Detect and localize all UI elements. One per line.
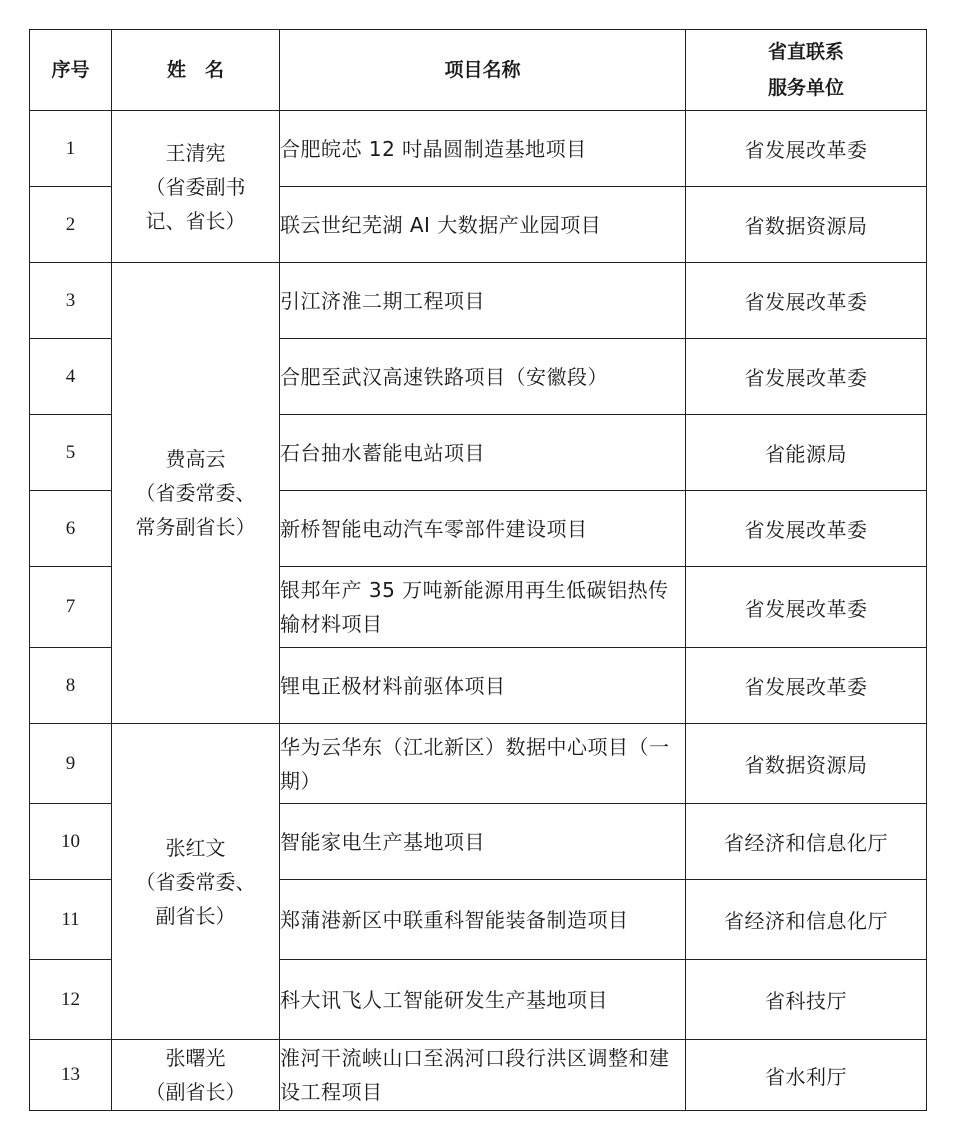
header-row — [30, 30, 927, 111]
seq-cell: 9 — [30, 724, 112, 804]
unit-cell: 省发展改革委 — [686, 263, 927, 339]
project-cell: 石台抽水蓄能电站项目 — [280, 415, 686, 491]
project-cell: 联云世纪芜湖 AI 大数据产业园项目 — [280, 187, 686, 263]
leader-title: （省委常委、 — [135, 481, 256, 505]
leader-title: 副省长） — [155, 903, 236, 928]
project-cell: 新桥智能电动汽车零部件建设项目 — [280, 491, 686, 567]
leader-name: 张红文 — [165, 835, 226, 860]
seq-cell: 10 — [30, 804, 112, 880]
leader-cell — [112, 1040, 280, 1111]
project-cell: 华为云华东（江北新区）数据中心项目（一期） — [280, 724, 686, 804]
seq-cell: 6 — [30, 491, 112, 567]
unit-cell: 省发展改革委 — [686, 491, 927, 567]
unit-cell: 省经济和信息化厅 — [686, 804, 927, 880]
leader-cell — [112, 263, 280, 724]
project-cell: 郑蒲港新区中联重科智能装备制造项目 — [280, 880, 686, 960]
leader-name: 张曙光 — [165, 1046, 226, 1070]
seq-cell: 3 — [30, 263, 112, 339]
seq-cell: 12 — [30, 960, 112, 1040]
unit-cell: 省发展改革委 — [686, 111, 927, 187]
seq-cell: 2 — [30, 187, 112, 263]
project-cell: 智能家电生产基地项目 — [280, 804, 686, 880]
leader-title: （省委常委、 — [135, 869, 256, 894]
seq-cell: 5 — [30, 415, 112, 491]
project-cell: 引江济淮二期工程项目 — [280, 263, 686, 339]
leader-cell — [112, 111, 280, 263]
seq-cell: 7 — [30, 567, 112, 648]
table-row — [30, 263, 927, 339]
unit-cell: 省水利厅 — [686, 1040, 927, 1111]
unit-cell: 省发展改革委 — [686, 339, 927, 415]
table-row — [30, 1040, 927, 1111]
header-unit-line1: 省直联系 — [767, 41, 844, 63]
unit-cell: 省发展改革委 — [686, 648, 927, 724]
unit-cell: 省发展改革委 — [686, 567, 927, 648]
seq-cell: 11 — [30, 880, 112, 960]
project-leader-table — [29, 29, 927, 1111]
unit-cell: 省数据资源局 — [686, 187, 927, 263]
header-seq: 序号 — [30, 30, 112, 111]
seq-cell: 1 — [30, 111, 112, 187]
unit-cell: 省能源局 — [686, 415, 927, 491]
seq-cell: 4 — [30, 339, 112, 415]
project-cell: 银邦年产 35 万吨新能源用再生低碳铝热传输材料项目 — [280, 567, 686, 648]
unit-cell: 省经济和信息化厅 — [686, 880, 927, 960]
header-unit — [686, 30, 927, 111]
table-row — [30, 111, 927, 187]
unit-cell: 省科技厅 — [686, 960, 927, 1040]
leader-title: 常务副省长） — [135, 515, 256, 539]
leader-cell — [112, 724, 280, 1040]
seq-cell: 13 — [30, 1040, 112, 1111]
unit-cell: 省数据资源局 — [686, 724, 927, 804]
leader-title: （副省长） — [145, 1080, 246, 1104]
header-project: 项目名称 — [280, 30, 686, 111]
project-cell: 锂电正极材料前驱体项目 — [280, 648, 686, 724]
seq-cell: 8 — [30, 648, 112, 724]
project-cell: 淮河干流峡山口至涡河口段行洪区调整和建设工程项目 — [280, 1040, 686, 1111]
table-row — [30, 724, 927, 804]
leader-title: （省委副书 — [145, 174, 246, 199]
leader-name: 王清宪 — [165, 140, 226, 165]
project-cell: 合肥皖芯 12 吋晶圆制造基地项目 — [280, 111, 686, 187]
project-cell: 合肥至武汉高速铁路项目（安徽段） — [280, 339, 686, 415]
leader-title: 记、省长） — [145, 208, 246, 233]
leader-name: 费高云 — [165, 447, 226, 471]
project-cell: 科大讯飞人工智能研发生产基地项目 — [280, 960, 686, 1040]
header-name: 姓 名 — [112, 30, 280, 111]
header-unit-line2: 服务单位 — [767, 77, 844, 99]
